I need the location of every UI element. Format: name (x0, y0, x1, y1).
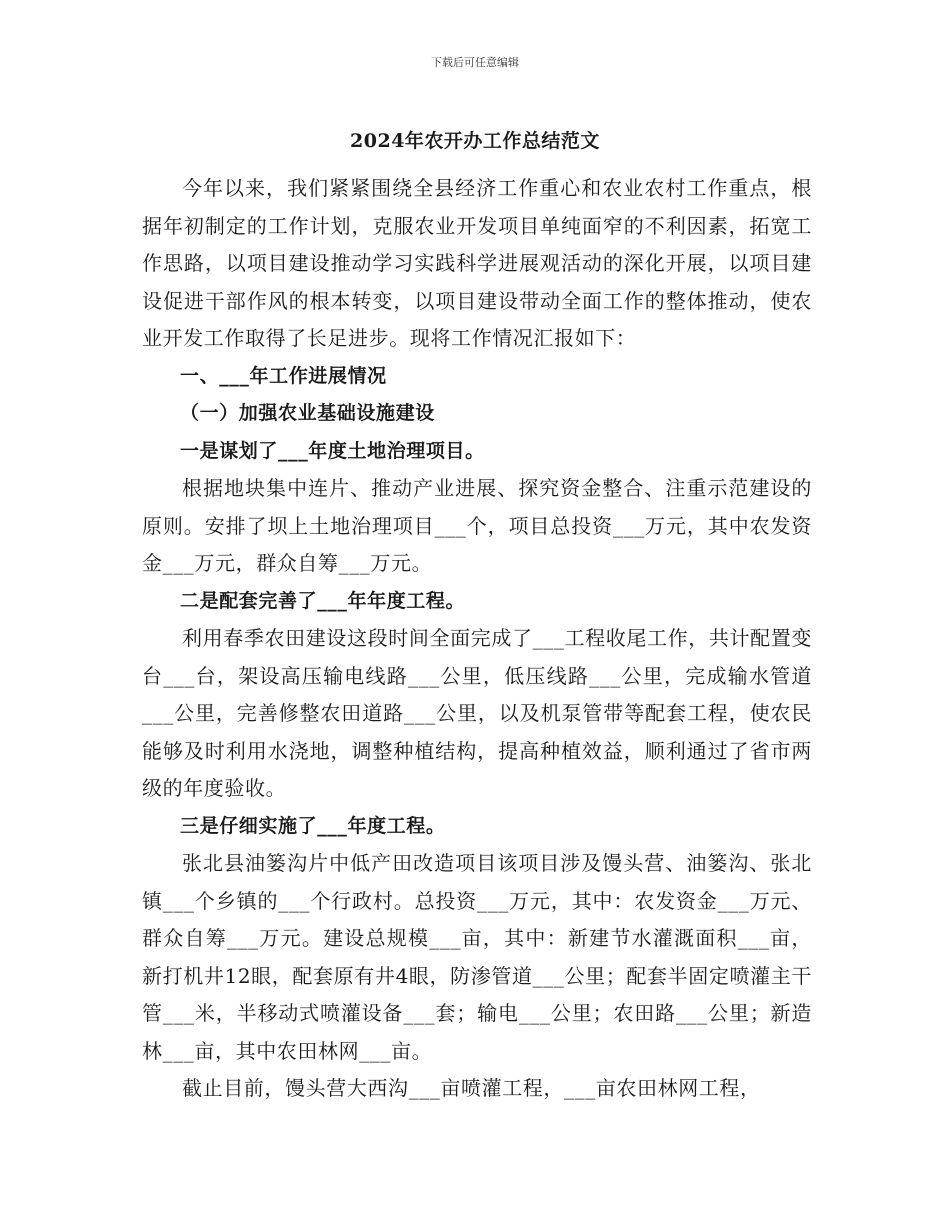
intro-paragraph: 今年以来，我们紧紧围绕全县经济工作重心和农业农村工作重点，根据年初制定的工作计划，克服农业开发项目单纯面窄的不利因素，拓宽工作思路，以项目建设推动学习实践科学进展观活动的深化开展，以项目建设促进干部作风的根本转变，以项目建设带动全面工作的整体推动，使农业开发工作取得了长足进步。现将工作情况汇报如下： (142, 176, 812, 350)
subsection-heading: （一）加强农业基础设施建设 (180, 402, 435, 424)
item-heading-3: 三是仔细实施了___年度工程。 (180, 814, 446, 837)
header-note: 下载后可任意编辑 (431, 56, 519, 69)
item-heading-2: 二是配套完善了___年年度工程。 (180, 589, 466, 612)
item-paragraph-3: 张北县油篓沟片中低产田改造项目该项目涉及馒头营、油篓沟、张北镇___个乡镇的___个行政村。总投资___万元，其中：农发资金___万元、群众自筹___万元。建设总规模___亩，其中：新建节水灌溉面积___亩，新打机井12眼，配套原有井4眼，防渗管道___公里；配套半固定喷灌主干管___米，半移动式喷灌设备___套；输电___公里；农田路___公里；新造林___亩，其中农田林网___亩。 (142, 851, 812, 1063)
section-heading: 一、___年工作进展情况 (180, 364, 387, 387)
document-title: 2024年农开办工作总结范文 (350, 130, 600, 152)
item-paragraph-4: 截止目前，馒头营大西沟___亩喷灌工程，___亩农田林网工程， (182, 1076, 761, 1100)
item-paragraph-1: 根据地块集中连片、推动产业进展、探究资金整合、注重示范建设的原则。安排了坝上土地治理项目___个，项目总投资___万元，其中农发资金___万元，群众自筹___万元。 (142, 476, 812, 575)
document-body (142, 170, 812, 1108)
item-heading-1: 一是谋划了___年度土地治理项目。 (180, 439, 485, 462)
item-paragraph-2: 利用春季农田建设这段时间全面完成了___工程收尾工作，共计配置变台___台，架设高压输电线路___公里，低压线路___公里，完成输水管道___公里，完善修整农田道路___公里，以及机泵管带等配套工程，使农民能够及时利用水浇地，调整种植结构，提高种植效益，顺利通过了省市两级的年度验收。 (142, 626, 812, 800)
